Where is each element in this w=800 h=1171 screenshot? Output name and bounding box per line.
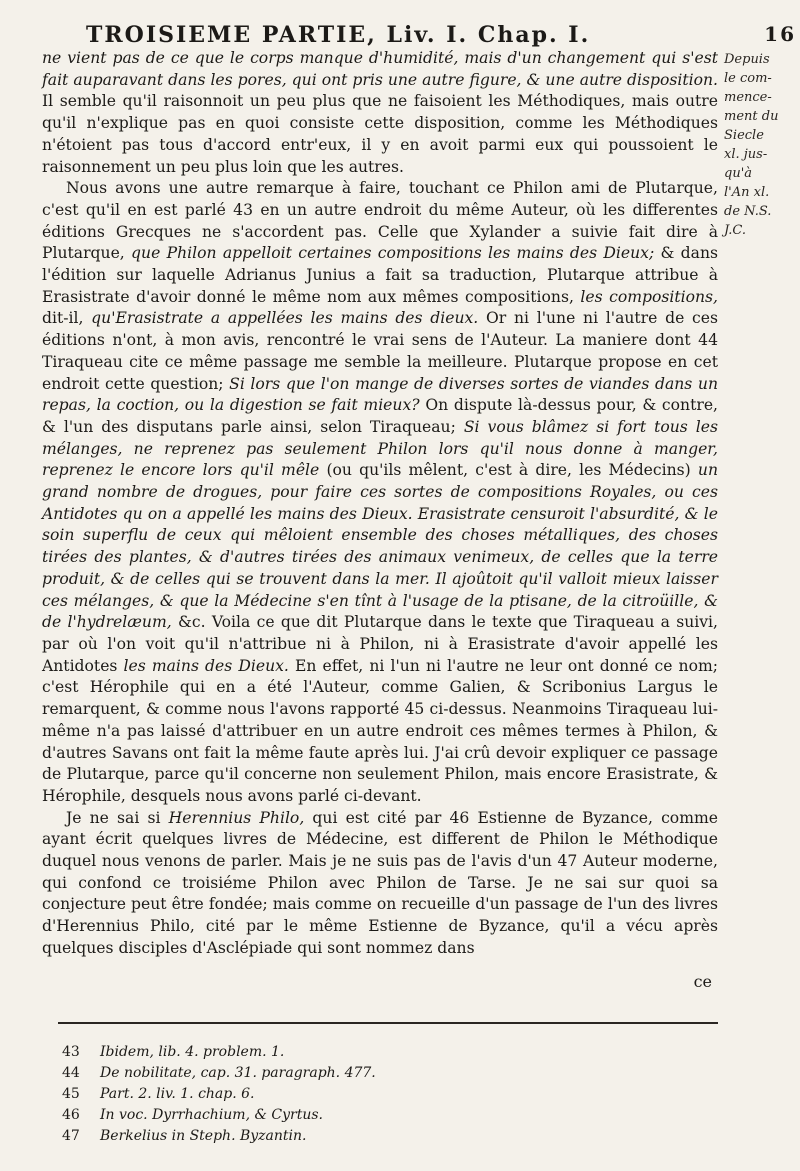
footnote (62, 1063, 622, 1084)
margin-note-line: J.C. (724, 223, 746, 238)
paragraph (42, 48, 718, 178)
footnote-text: Ibidem, lib. 4. problem. 1. (100, 1044, 285, 1060)
text-run: Il semble qu'il raisonnoit un peu plus que ne faisoient les Méthodiques, mais outre qu'il n'explique pas en quoi consiste cette disposition, comme les Méthodiques n'étoient pas tous d'accord entr'eux, il y en avoit parmi eux qui poussoient le raisonnement un peu plus loin que les autres. (42, 92, 718, 176)
footnote (62, 1084, 622, 1105)
margin-note-line: Siecle (724, 128, 764, 143)
footnote-number: 43 (62, 1044, 80, 1060)
text-run: (ou qu'ils mêlent, c'est à dire, les Médecins) (319, 461, 698, 480)
margin-note-line: qu'à (724, 166, 753, 181)
footnote-text: In voc. Dyrrhachium, & Cyrtus. (100, 1107, 323, 1123)
text-run: qui est cité par 46 Estienne de Byzance, comme ayant écrit quelques livres de Médecine, est different de Philon le Méthodique duquel nous venons de parler. Mais je ne suis pas de l'avis d'un 47 Auteur moderne, qui confond ce troisiéme Philon avec Philon de Tarse. Je ne sai sur quoi sa conjecture peut être fondée; mais comme on recueille d'un passage de l'un des livres d'Herennius Philo, cité par le même Estienne de Byzance, qu'il a vécu après quelques disciples d'Asclépiade qui sont nommez dans (42, 808, 718, 957)
margin-note-line: le com- (724, 71, 772, 86)
footnote-text: De nobilitate, cap. 31. paragraph. 477. (100, 1065, 376, 1081)
footnote-number: 45 (62, 1086, 80, 1102)
margin-note-line: mence- (724, 90, 772, 105)
body-text (42, 48, 718, 960)
footnote-text: Berkelius in Steph. Byzantin. (100, 1128, 307, 1144)
text-run: & dans l'édition sur laquelle Adrianus Junius a fait sa traduction, Plutarque attribue à Erasistrate d'avoir donné le même nom aux mêmes compositions, (42, 244, 718, 306)
footnote-rule (58, 1022, 718, 1024)
footnote-number: 44 (62, 1065, 80, 1081)
italic-run: Herennius Philo, (168, 808, 305, 827)
footnote-text: Part. 2. liv. 1. chap. 6. (100, 1086, 255, 1102)
italic-run: ne vient pas de ce que le corps manque d'humidité, mais d'un changement qui s'est fait auparavant dans les pores, qui ont pris une autre figure, & une autre disposition. (42, 49, 718, 89)
text-run: &c. Voila ce que dit Plutarque dans le texte que Tiraqueau a suivi, par où l'on voit qu'il n'attribue ni à Philon, ni à Erasistrate d'avoir appellé les Antidotes (42, 613, 719, 675)
text-run: On dispute là-dessus pour, & contre, & l'un des disputans parle ainsi, selon Tiraqueau; (42, 396, 719, 436)
text-run: Nous avons une autre remarque à faire, touchant ce Philon ami de Plutarque, c'est qu'il en est parlé 43 en un autre endroit du même Auteur, où les differentes éditions Grecques ne s'accordent pas. Celle que Xylander a suivie fait dire à Plutarque, (42, 179, 718, 263)
margin-note (724, 50, 794, 240)
italic-run: un grand nombre de drogues, pour faire ces sortes de compositions Royales, ou ces Antidotes qu on a appellé les mains des Dieux. Erasistrate censuroit l'absurdité, & le soin superflu de ceux qui mêloient ensemble des choses métalliques, des choses tirées des plantes, & d'autres tirées des animaux venimeux, de celles que la terre produit, & de celles qui se trouvent dans la mer. Il ajoûtoit qu'il valloit mieux laisser ces mélanges, & que la Médecine s'en tînt à l'usage de la ptisane, de la citroüille, & de l'hydrelæum, (42, 461, 719, 632)
paragraph (42, 178, 718, 807)
footnote (62, 1105, 622, 1126)
page-number: 16 (764, 22, 796, 46)
margin-note-line: xl. jus- (724, 147, 768, 162)
margin-note-line: ment du (724, 109, 779, 124)
footnote-number: 47 (62, 1128, 80, 1144)
text-run: Or ni l'une ni l'autre de ces éditions n'ont, à mon avis, rencontré le vrai sens de l'Auteur. La maniere dont 44 Tiraqueau cite ce même passage me semble la meilleure. Plutarque propose en cet endroit cette question; (42, 309, 718, 393)
italic-run: Si lors que l'on mange de diverses sortes de viandes dans un repas, la coction, ou la digestion se fait mieux? (42, 374, 718, 415)
margin-note-line: Depuis (724, 52, 770, 67)
margin-note-line: de N.S. (724, 204, 772, 219)
footnote (62, 1126, 622, 1147)
text-run: Je ne sai si (66, 808, 169, 827)
italic-run: les compositions, (580, 287, 719, 306)
italic-run: qu'Erasistrate a appellées les mains des dieux. (91, 309, 479, 328)
running-title: TROISIEME PARTIE, Liv. I. Chap. I. (86, 22, 591, 48)
footnote (62, 1042, 622, 1063)
running-header (86, 22, 796, 50)
italic-run: Si vous blâmez si fort tous les mélanges, ne reprenez pas seulement Philon lors qu'il nous donne à manger, reprenez le encore lors qu'il mêle (42, 417, 718, 480)
italic-run: les mains des Dieux. (123, 656, 289, 675)
catchword: ce (693, 972, 712, 991)
footnote-number: 46 (62, 1107, 80, 1123)
text-run: dit-il, (42, 309, 92, 328)
text-run: En effet, ni l'un ni l'autre ne leur ont donné ce nom; c'est Hérophile qui en a été l'Auteur, comme Galien, & Scribonius Largus le remarquent, & comme nous l'avons rapporté 45 ci-dessus. Neanmoins Tiraqueau lui-même n'a pas laissé d'attribuer en un autre endroit ces mêmes termes à Philon, & d'autres Savans ont fait la même faute après lui. J'ai crû devoir expliquer ce passage de Plutarque, parce qu'il concerne non seulement Philon, mais encore Erasistrate, & Hérophile, desquels nous avons parlé ci-devant. (42, 656, 719, 805)
paragraph (42, 808, 718, 960)
footnotes (62, 1042, 622, 1147)
margin-note-line: l'An xl. (724, 185, 770, 200)
italic-run: que Philon appelloit certaines compositions les mains des Dieux; (131, 244, 655, 263)
